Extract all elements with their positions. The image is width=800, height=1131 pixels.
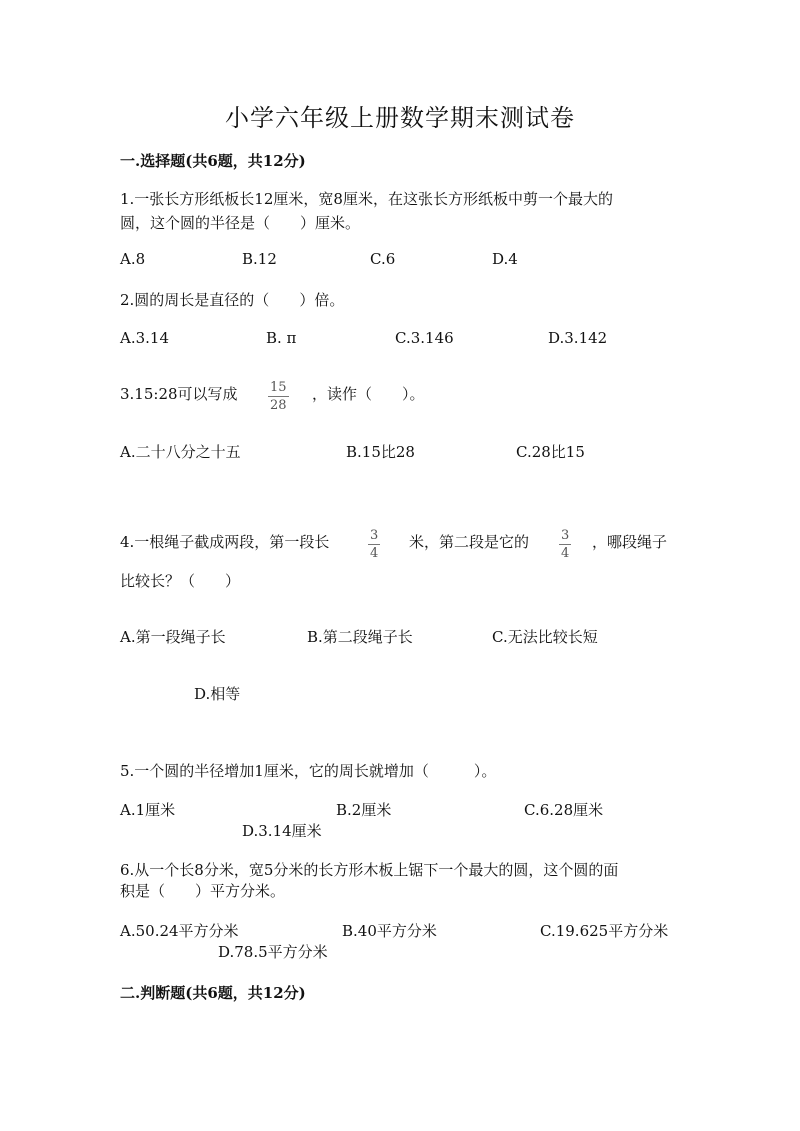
question-1-line-1: 1.一张长方形纸板长12厘米，宽8厘米，在这张长方形纸板中剪一个最大的 [120, 190, 613, 208]
question-1-option-d: D.4 [492, 250, 518, 268]
question-2-text: 2.圆的周长是直径的（ ）倍。 [120, 291, 345, 309]
question-4-option-c: C.无法比较长短 [492, 628, 598, 646]
question-5-option-a: A.1厘米 [120, 801, 176, 819]
section-heading-judgement: 二.判断题(共6题，共12分) [120, 984, 306, 1002]
question-6-option-c: C.19.625平方分米 [540, 922, 669, 940]
question-2-option-b: B. π [266, 329, 297, 347]
question-6-line-1: 6.从一个长8分米，宽5分米的长方形木板上锯下一个最大的圆，这个圆的面 [120, 861, 619, 879]
question-5-text: 5.一个圆的半径增加1厘米，它的周长就增加（ ）。 [120, 762, 497, 780]
question-4-part-2: 米，第二段是它的 [409, 533, 530, 551]
fraction-numerator: 3 [370, 528, 379, 543]
question-3-option-c: C.28比15 [516, 443, 585, 461]
question-6-option-d: D.78.5平方分米 [218, 943, 328, 961]
question-3-prefix: 3.15:28可以写成 [120, 385, 238, 403]
question-2-option-a: A.3.14 [120, 329, 169, 347]
fraction-denominator: 28 [270, 398, 287, 413]
question-5-option-c: C.6.28厘米 [524, 801, 604, 819]
question-3-option-b: B.15比28 [346, 443, 415, 461]
question-6-line-2: 积是（ ）平方分米。 [120, 882, 286, 900]
question-1-line-2: 圆，这个圆的半径是（ ）厘米。 [120, 214, 361, 232]
question-1-option-b: B.12 [242, 250, 277, 268]
question-3-option-a: A.二十八分之十五 [120, 443, 241, 461]
question-4-option-d: D.相等 [194, 685, 241, 703]
question-6-option-a: A.50.24平方分米 [120, 922, 239, 940]
question-4-part-1: 4.一根绳子截成两段，第一段长 [120, 533, 330, 551]
question-4-option-b: B.第二段绳子长 [307, 628, 413, 646]
question-3-fraction [268, 376, 289, 412]
question-4-line-2: 比较长？（ ） [120, 572, 241, 590]
question-2-option-c: C.3.146 [395, 329, 454, 347]
question-4-option-a: A.第一段绳子长 [120, 628, 226, 646]
fraction-denominator: 4 [561, 546, 570, 561]
question-1-option-c: C.6 [370, 250, 396, 268]
question-3-suffix: ，读作（ ）。 [312, 385, 425, 403]
question-6-option-b: B.40平方分米 [342, 922, 437, 940]
question-4-fraction-1 [368, 524, 380, 560]
fraction-numerator: 3 [561, 528, 570, 543]
question-4-fraction-2 [559, 524, 571, 560]
question-4-part-3: ，哪段绳子 [592, 533, 668, 551]
fraction-denominator: 4 [370, 546, 379, 561]
page-title: 小学六年级上册数学期末测试卷 [225, 104, 575, 132]
question-1-option-a: A.8 [120, 250, 146, 268]
question-5-option-b: B.2厘米 [336, 801, 392, 819]
fraction-numerator: 15 [270, 380, 287, 395]
question-2-option-d: D.3.142 [548, 329, 608, 347]
section-heading-choice: 一.选择题(共6题，共12分) [120, 152, 306, 170]
question-5-option-d: D.3.14厘米 [242, 822, 322, 840]
